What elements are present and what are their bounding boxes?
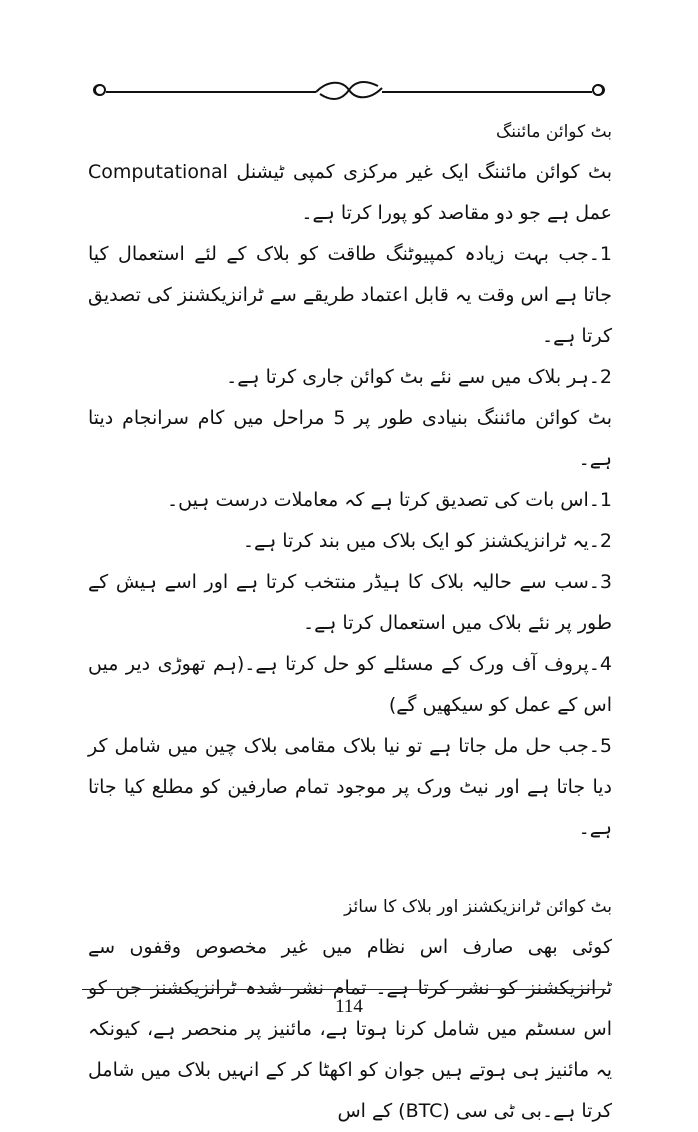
section-heading: بٹ کوائن ٹرانزیکشنز اور بلاک کا سائز (344, 897, 612, 917)
page-body (88, 118, 612, 1132)
decorative-divider-ornament (90, 72, 608, 108)
paragraph: 1۔جب بہت زیادہ کمپیوٹنگ طاقت کو بلاک کے لئے استعمال کیا جاتا ہے اس وقت یہ قابل اعتماد طریقے سے ٹرانزیکشنز کی تصدیق کرتا ہے۔ (88, 243, 612, 347)
section-heading: بٹ کوائن مائننگ (496, 122, 612, 142)
paragraph: بٹ کوائن مائننگ بنیادی طور پر 5 مراحل میں کام سرانجام دیتا ہے۔ (88, 407, 613, 470)
footer-divider (82, 989, 606, 990)
paragraph: 5۔جب حل مل جاتا ہے تو نیا بلاک مقامی بلاک چین میں شامل کر دیا جاتا ہے اور نیٹ ورک پر موجود تمام صارفین کو مطلع کیا جاتا ہے۔ (88, 735, 612, 839)
paragraph: 1۔اس بات کی تصدیق کرتا ہے کہ معاملات درست ہیں۔ (166, 489, 612, 511)
paragraph: کوئی بھی صارف اس نظام میں غیر مخصوص وقفوں سے ٹرانزیکشنز کو نشر کرتا ہے۔ تمام نشر شدہ ٹرانزیکشنز جن کو اس سسٹم میں شامل کرنا ہوتا ہے، مائنیز پر منحصر ہے، کیونکہ یہ مائنیز ہی ہوتے ہیں جوان کو اکھٹا کر کے انہیں بلاک میں شامل کرتا ہے۔بی ٹی سی (BTC) کے اس (88, 936, 612, 1122)
page-number: 114 (335, 996, 363, 1017)
paragraph: 3۔سب سے حالیہ بلاک کا ہیڈر منتخب کرتا ہے اور اسے ہیش کے طور پر نئے بلاک میں استعمال کرتا ہے۔ (88, 571, 612, 634)
paragraph: 4۔پروف آف ورک کے مسئلے کو حل کرتا ہے۔(ہم تھوڑی دیر میں اس کے عمل کو سیکھیں گے) (88, 653, 612, 716)
paragraph: بٹ کوائن مائننگ ایک غیر مرکزی کمپی ٹیشنل Computational عمل ہے جو دو مقاصد کو پورا کرتا ہے۔ (88, 161, 612, 224)
paragraph: 2۔ہر بلاک میں سے نئے بٹ کوائن جاری کرتا ہے۔ (226, 366, 612, 388)
paragraph: 2۔یہ ٹرانزیکشنز کو ایک بلاک میں بند کرتا ہے۔ (242, 530, 612, 552)
